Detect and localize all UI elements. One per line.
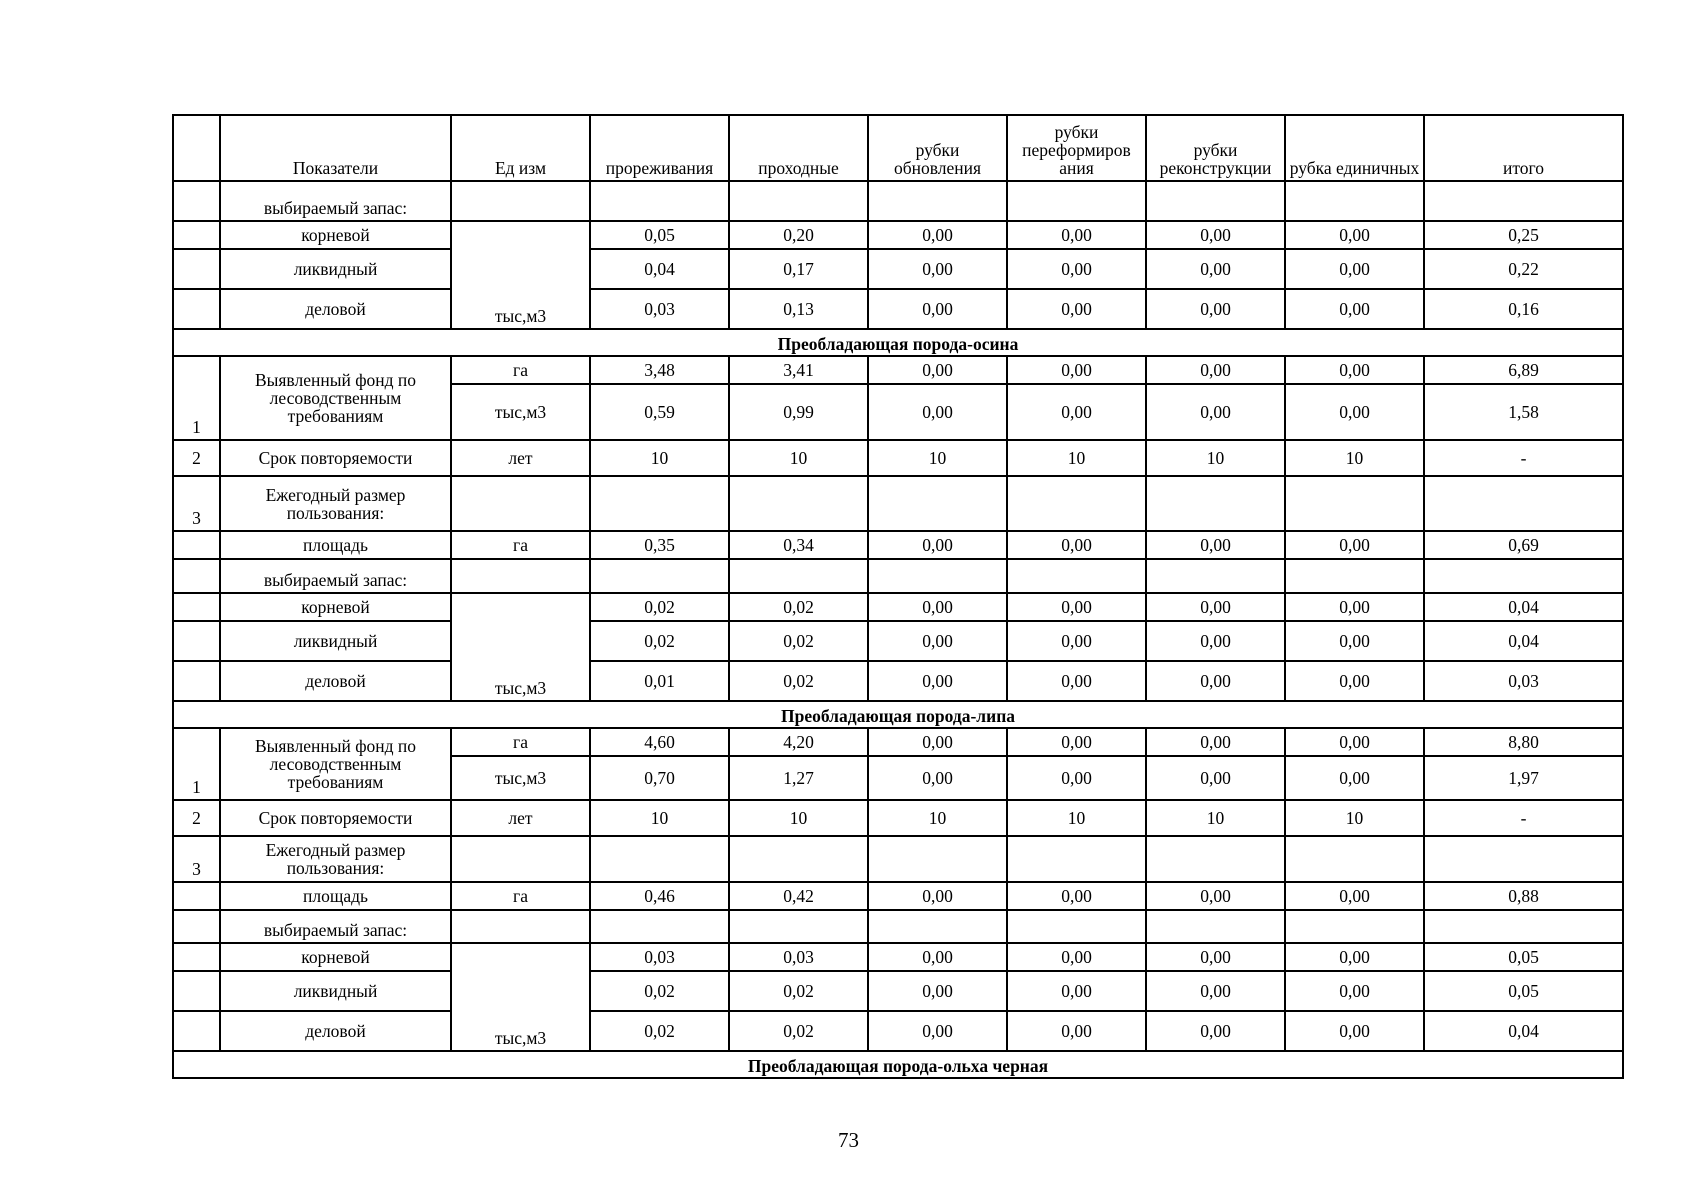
value-cell: 0,00: [1146, 593, 1285, 621]
value-cell: 0,02: [729, 1011, 868, 1051]
table-row: [173, 476, 1623, 531]
value-cell: 0,00: [1285, 661, 1424, 701]
value-cell: 0,00: [1007, 756, 1146, 800]
value-cell: 1,58: [1424, 384, 1623, 440]
header-indicator: Показатели: [220, 115, 451, 181]
unit-cell: лет: [451, 440, 590, 476]
value-cell: 0,02: [729, 661, 868, 701]
header-col: рубки обновления: [868, 115, 1007, 181]
value-cell: 0,00: [1007, 1011, 1146, 1051]
value-cell: 0,02: [729, 971, 868, 1011]
value-cell: 0,02: [729, 593, 868, 621]
row-label: деловой: [220, 1011, 451, 1051]
value-cell: 1,27: [729, 756, 868, 800]
value-cell: 0,02: [590, 971, 729, 1011]
row-label: Выявленный фонд по лесоводственным требованиям: [220, 356, 451, 440]
section-title-row: [173, 701, 1623, 728]
table-row: [173, 1011, 1623, 1051]
table-row: [173, 800, 1623, 836]
value-cell: 0,25: [1424, 221, 1623, 249]
value-cell: 10: [1007, 800, 1146, 836]
row-label: выбираемый запас:: [220, 181, 451, 221]
value-cell: 0,59: [590, 384, 729, 440]
value-cell: 0,00: [868, 249, 1007, 289]
value-cell: 0,00: [1146, 289, 1285, 329]
value-cell: 0,00: [1285, 593, 1424, 621]
row-number: 3: [173, 476, 220, 531]
page-number: 73: [838, 1128, 859, 1152]
value-cell: 0,05: [590, 221, 729, 249]
value-cell: 0,00: [868, 943, 1007, 971]
header-col: прореживания: [590, 115, 729, 181]
value-cell: 0,34: [729, 531, 868, 559]
forest-use-table: [172, 114, 1624, 1079]
value-cell: 0,17: [729, 249, 868, 289]
value-cell: 0,00: [868, 221, 1007, 249]
header-row: [173, 115, 1623, 181]
value-cell: 0,70: [590, 756, 729, 800]
row-label: корневой: [220, 943, 451, 971]
unit-cell: тыс,м3: [451, 593, 590, 701]
value-cell: 0,16: [1424, 289, 1623, 329]
row-label: Ежегодный размер пользования:: [220, 476, 451, 531]
row-label: выбираемый запас:: [220, 559, 451, 593]
value-cell: 1,97: [1424, 756, 1623, 800]
unit-cell: га: [451, 728, 590, 756]
row-label: корневой: [220, 593, 451, 621]
table-row: [173, 249, 1623, 289]
table-row: [173, 289, 1623, 329]
value-cell: 0,00: [868, 971, 1007, 1011]
table-row: [173, 181, 1623, 221]
value-cell: 0,02: [590, 1011, 729, 1051]
table-row: [173, 356, 1623, 384]
value-cell: 0,05: [1424, 971, 1623, 1011]
value-cell: 0,00: [1285, 384, 1424, 440]
value-cell: 0,00: [1146, 384, 1285, 440]
value-cell: 0,00: [868, 356, 1007, 384]
value-cell: 0,00: [1007, 531, 1146, 559]
value-cell: 0,02: [729, 621, 868, 661]
value-cell: 10: [729, 800, 868, 836]
value-cell: 0,02: [590, 593, 729, 621]
table-row: [173, 661, 1623, 701]
table-row: [173, 836, 1623, 882]
header-col: рубки переформиров ания: [1007, 115, 1146, 181]
table-row: [173, 531, 1623, 559]
value-cell: 0,00: [1146, 531, 1285, 559]
value-cell: 0,00: [1146, 221, 1285, 249]
value-cell: 4,20: [729, 728, 868, 756]
value-cell: 0,42: [729, 882, 868, 910]
table-row: [173, 559, 1623, 593]
unit-cell: га: [451, 356, 590, 384]
header-unit: Ед изм: [451, 115, 590, 181]
value-cell: 10: [729, 440, 868, 476]
value-cell: 0,04: [1424, 593, 1623, 621]
value-cell: 0,99: [729, 384, 868, 440]
value-cell: 0,00: [1007, 384, 1146, 440]
value-cell: 0,00: [1007, 289, 1146, 329]
unit-cell: тыс,м3: [451, 384, 590, 440]
value-cell: 0,00: [1007, 593, 1146, 621]
row-label: ликвидный: [220, 621, 451, 661]
row-label: ликвидный: [220, 249, 451, 289]
value-cell: 0,00: [1146, 1011, 1285, 1051]
value-cell: 0,00: [1007, 971, 1146, 1011]
header-col: итого: [1424, 115, 1623, 181]
value-cell: 0,00: [1007, 621, 1146, 661]
value-cell: 8,80: [1424, 728, 1623, 756]
value-cell: 10: [590, 800, 729, 836]
section-title: Преобладающая порода-ольха черная: [173, 1051, 1623, 1078]
value-cell: 0,00: [1146, 661, 1285, 701]
value-cell: 0,22: [1424, 249, 1623, 289]
value-cell: 0,00: [868, 289, 1007, 329]
unit-cell: га: [451, 882, 590, 910]
value-cell: 0,00: [1007, 221, 1146, 249]
value-cell: 6,89: [1424, 356, 1623, 384]
value-cell: 0,01: [590, 661, 729, 701]
row-label: ликвидный: [220, 971, 451, 1011]
value-cell: 0,00: [868, 661, 1007, 701]
header-col: рубки реконструкции: [1146, 115, 1285, 181]
table-row: [173, 882, 1623, 910]
value-cell: 0,00: [1285, 221, 1424, 249]
table-row: [173, 728, 1623, 756]
row-label: площадь: [220, 882, 451, 910]
value-cell: 10: [1146, 440, 1285, 476]
table-row: [173, 593, 1623, 621]
section-title: Преобладающая порода-липа: [173, 701, 1623, 728]
value-cell: 10: [590, 440, 729, 476]
value-cell: 0,02: [590, 621, 729, 661]
row-number: 2: [173, 440, 220, 476]
value-cell: 0,00: [1285, 621, 1424, 661]
value-cell: 0,00: [1285, 971, 1424, 1011]
row-label: корневой: [220, 221, 451, 249]
row-label: деловой: [220, 289, 451, 329]
unit-cell: тыс,м3: [451, 756, 590, 800]
value-cell: 10: [868, 440, 1007, 476]
value-cell: 3,41: [729, 356, 868, 384]
value-cell: -: [1424, 440, 1623, 476]
value-cell: 0,00: [1007, 661, 1146, 701]
row-number: 1: [173, 728, 220, 800]
value-cell: 0,20: [729, 221, 868, 249]
table-row: [173, 221, 1623, 249]
value-cell: 0,00: [1007, 943, 1146, 971]
value-cell: 0,00: [1285, 356, 1424, 384]
value-cell: 0,69: [1424, 531, 1623, 559]
value-cell: 0,00: [1007, 728, 1146, 756]
value-cell: 0,00: [1146, 943, 1285, 971]
value-cell: 0,00: [1285, 289, 1424, 329]
value-cell: 0,00: [1146, 356, 1285, 384]
value-cell: 0,00: [868, 728, 1007, 756]
unit-cell: тыс,м3: [451, 943, 590, 1051]
value-cell: 0,46: [590, 882, 729, 910]
header-col: рубка единичных: [1285, 115, 1424, 181]
row-label: Ежегодный размер пользования:: [220, 836, 451, 882]
value-cell: 0,88: [1424, 882, 1623, 910]
value-cell: 0,35: [590, 531, 729, 559]
header-num: [173, 115, 220, 181]
value-cell: 0,04: [590, 249, 729, 289]
unit-cell: лет: [451, 800, 590, 836]
value-cell: 0,03: [590, 943, 729, 971]
value-cell: 0,00: [868, 593, 1007, 621]
value-cell: 0,04: [1424, 1011, 1623, 1051]
value-cell: 0,00: [1285, 756, 1424, 800]
unit-cell: га: [451, 531, 590, 559]
header-col: проходные: [729, 115, 868, 181]
row-number: 3: [173, 836, 220, 882]
value-cell: 10: [1285, 440, 1424, 476]
value-cell: 0,00: [868, 882, 1007, 910]
value-cell: 0,00: [1285, 943, 1424, 971]
value-cell: 0,00: [1285, 1011, 1424, 1051]
value-cell: 0,00: [868, 756, 1007, 800]
value-cell: 10: [868, 800, 1007, 836]
row-label: Выявленный фонд по лесоводственным требованиям: [220, 728, 451, 800]
row-number: 2: [173, 800, 220, 836]
row-number: 1: [173, 356, 220, 440]
value-cell: 0,00: [1146, 621, 1285, 661]
value-cell: 10: [1146, 800, 1285, 836]
value-cell: 3,48: [590, 356, 729, 384]
table-row: [173, 910, 1623, 943]
table-row: [173, 621, 1623, 661]
value-cell: 0,00: [868, 1011, 1007, 1051]
value-cell: 0,00: [1146, 728, 1285, 756]
value-cell: 0,00: [1285, 531, 1424, 559]
value-cell: 4,60: [590, 728, 729, 756]
value-cell: 0,00: [1285, 882, 1424, 910]
value-cell: 0,05: [1424, 943, 1623, 971]
row-label: Срок повторяемости: [220, 800, 451, 836]
table-row: [173, 971, 1623, 1011]
value-cell: 0,00: [1146, 971, 1285, 1011]
value-cell: 0,00: [1146, 249, 1285, 289]
value-cell: -: [1424, 800, 1623, 836]
value-cell: 0,03: [1424, 661, 1623, 701]
value-cell: 0,00: [1146, 756, 1285, 800]
table-row: [173, 943, 1623, 971]
value-cell: 0,13: [729, 289, 868, 329]
unit-cell: тыс,м3: [451, 221, 590, 329]
value-cell: 0,04: [1424, 621, 1623, 661]
value-cell: 0,00: [868, 621, 1007, 661]
value-cell: 0,00: [868, 384, 1007, 440]
row-label: деловой: [220, 661, 451, 701]
section-title-row: [173, 1051, 1623, 1078]
value-cell: 10: [1285, 800, 1424, 836]
row-label: площадь: [220, 531, 451, 559]
value-cell: 0,00: [1007, 249, 1146, 289]
value-cell: 0,03: [590, 289, 729, 329]
value-cell: 0,00: [1007, 882, 1146, 910]
value-cell: 0,03: [729, 943, 868, 971]
row-label: выбираемый запас:: [220, 910, 451, 943]
value-cell: 0,00: [1285, 728, 1424, 756]
row-label: Срок повторяемости: [220, 440, 451, 476]
value-cell: 10: [1007, 440, 1146, 476]
section-title-row: [173, 329, 1623, 356]
value-cell: 0,00: [1285, 249, 1424, 289]
value-cell: 0,00: [1007, 356, 1146, 384]
section-title: Преобладающая порода-осина: [173, 329, 1623, 356]
value-cell: 0,00: [1146, 882, 1285, 910]
table-row: [173, 440, 1623, 476]
value-cell: 0,00: [868, 531, 1007, 559]
